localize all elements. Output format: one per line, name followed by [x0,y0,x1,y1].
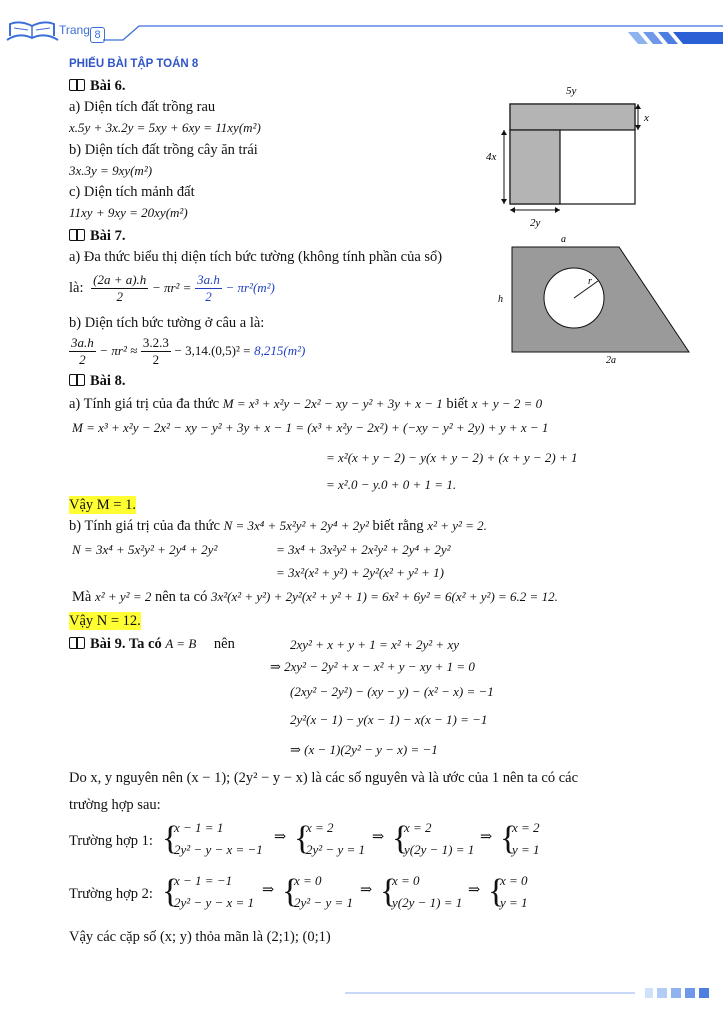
bai9-l4: 2y²(x − 1) − y(x − 1) − x(x − 1) = −1 [290,712,488,727]
bai7-a-label: a) Đa thức biểu thị diện tích bức tường (không tính phần của sổ) [69,249,443,265]
sheet-title: PHIẾU BÀI TẬP TOÁN 8 [69,58,199,70]
bai9-l5: ⇒ (x − 1)(2y² − y − x) = −1 [290,742,438,757]
case1-system-1-eq-2: 2y² − y − x = −1 [174,842,263,857]
bai6-a-label: a) Diện tích đất trồng rau [69,99,216,115]
case1-brace: { [294,820,311,857]
bai9-title: Bài 9. Ta có [90,636,162,652]
bai7-b-label: b) Diện tích bức tường ở câu a là: [69,315,265,331]
bai8-b-line2: = 3x²(x² + y²) + 2y²(x² + y² + 1) [276,565,444,580]
case1-system-2-eq-1: x = 2 [306,820,334,835]
bai7-a-minus: − πr² = [151,280,192,295]
case1-implies-arrow: ⇒ [274,829,287,845]
bai6-b-label: b) Diện tích đất trồng cây ăn trái [69,142,258,158]
bai8-b-line1-left: N = 3x⁴ + 5x²y² + 2y⁴ + 2y² [72,542,218,557]
case2-system-4-eq-2: y = 1 [500,895,528,910]
fig6-label-bottom: 2y [530,217,541,229]
book-icon [69,637,85,649]
case1-system-3-eq-2: y(2y − 1) = 1 [404,842,475,857]
bai9-do-line2: trường hợp sau: [69,797,161,813]
footer-rule [345,985,723,1001]
bai6-title: Bài 6. [90,78,126,94]
bai8-b-line1-right: = 3x⁴ + 3x²y² + 2x²y² + 2y⁴ + 2y² [276,542,451,557]
case2-brace: { [162,873,179,910]
bai7-b-frac2: $\frac{3.2.3}{2}$ [142,335,169,368]
case1-system-1-eq-1: x − 1 = 1 [174,820,224,835]
bai7-a-frac: $\frac{(2a + a).h}{2}$ [93,272,147,305]
bai6-c-label: c) Diện tích mảnh đất [69,184,195,200]
bai9-l1: 2xy² + x + y + 1 = x² + 2y² + xy [290,637,459,652]
case1-label: Trường hợp 1: [69,833,153,849]
bai6-c-formula: 11xy + 9xy = 20xy(m²) [69,205,188,220]
fig7-label-bottom: 2a [606,355,616,366]
bai7-a-result-tail: − πr²(m²) [225,280,275,295]
plot-vegetables [510,104,635,130]
case1-implies-arrow: ⇒ [372,829,385,845]
bai8-a-conclusion: Vậy M = 1. [69,497,136,513]
fig7-label-radius: r [588,276,592,287]
fig7-label-top: a [561,234,566,245]
bai9-do-line: Do x, y nguyên nên (x − 1); (2y² − y − x) là các số nguyên và là ước của 1 nên ta có các [69,770,579,786]
bai8-b-statement: b) Tính giá trị của đa thức N = 3x⁴ + 5x²y² + 2y⁴ + 2y² biết rằng x² + y² = 2. [69,518,487,534]
fig6-label-top: 5y [566,85,577,97]
case1-system-3-eq-1: x = 2 [404,820,432,835]
case1-system-4-eq-2: y = 1 [512,842,540,857]
bai7-b-frac: $\frac{3a.h}{2}$ [71,335,94,368]
bai8-a-line3: = x².0 − y.0 + 0 + 1 = 1. [326,477,457,492]
case1-implies-arrow: ⇒ [480,829,493,845]
bai6-heading [69,77,125,95]
bai7-title: Bài 7. [90,228,126,244]
bai6-b-formula: 3x.3y = 9xy(m²) [69,163,153,178]
case2-system-2-eq-2: 2y² − y = 1 [294,895,353,910]
case2-system-3-eq-2: y(2y − 1) = 1 [392,895,463,910]
bai7-heading [69,227,125,245]
case2-system-4-eq-1: x = 0 [500,873,528,888]
bai6-figure [480,80,660,230]
book-icon [69,374,85,386]
bai9-final: Vậy các cặp số (x; y) thỏa mãn là (2;1); (0;1) [69,929,331,945]
case1-brace: { [392,820,409,857]
bai9-heading: Bài 9. Ta có A = B nên [69,635,235,653]
bai8-heading [69,372,125,390]
case1-brace: { [162,820,179,857]
case2-implies-arrow: ⇒ [262,882,275,898]
bai8-b-conclusion: Vậy N = 12. [69,613,141,629]
bai7-a-formula-line [69,270,275,306]
bai8-a-line1: M = x³ + x²y − 2x² − xy − y² + 3y + x − 1 = (x³ + x²y − 2x²) + (−xy − y² + 2y) + y + x − 1 [72,420,549,435]
case2-implies-arrow: ⇒ [468,882,481,898]
bai7-b-formula-line: $\frac{3a.h}{2}$ − πr² ≈ $\frac{3.2.3}{2}$ − 3,14.(0,5)² = 8,215(m²) [71,335,306,368]
bai6-a-formula: x.5y + 3x.2y = 5xy + 6xy = 11xy(m²) [69,120,261,135]
case2-brace: { [380,873,397,910]
case2-system-2-eq-1: x = 0 [294,873,322,888]
bai8-a-line2: = x²(x + y − 2) − y(x + y − 2) + (x + y − 2) + 1 [326,450,578,465]
bai9-l2: ⇒ 2xy² − 2y² + x − x² + y − xy + 1 = 0 [270,659,475,674]
page-number: 8 [90,27,105,43]
case2-brace: { [488,873,505,910]
bai7-b-result: 8,215(m²) [254,343,306,358]
bai7-la: là: [69,280,84,296]
case2-system-1-eq-2: 2y² − y − x = 1 [174,895,255,910]
plot-fruit [510,130,560,204]
book-icon [69,79,85,91]
bai8-a-statement: a) Tính giá trị của đa thức M = x³ + x²y − 2x² − xy − y² + 3y + x − 1 biết x + y − 2 = 0 [69,396,543,412]
book-icon [69,229,85,241]
case2-brace: { [282,873,299,910]
case2-label: Trường hợp 2: [69,886,153,902]
fig7-label-left: h [498,294,503,305]
case2-system-1-eq-1: x − 1 = −1 [174,873,233,888]
fig6-label-left: 4x [486,151,497,163]
bai8-title: Bài 8. [90,373,126,389]
case1-system-2-eq-2: 2y² − y = 1 [306,842,365,857]
header-rule [103,24,723,46]
case1-system-4-eq-1: x = 2 [512,820,540,835]
bai8-b-line3: Mà x² + y² = 2 nên ta có 3x²(x² + y²) + 2y²(x² + y² + 1) = 6x² + 6y² = 6(x² + y²) = 6.2 = 12. [72,589,558,605]
fig6-label-right: x [644,112,649,124]
bai7-a-result-frac: $\frac{3a.h}{2}$ [197,272,220,305]
bai7-figure [494,232,694,368]
case2-system-3-eq-1: x = 0 [392,873,420,888]
bai9-l3: (2xy² − 2y²) − (xy − y) − (x² − x) = −1 [290,684,494,699]
case1-brace: { [500,820,517,857]
header-title: Trang [59,23,90,37]
header-logo-icon [4,18,62,46]
case2-implies-arrow: ⇒ [360,882,373,898]
